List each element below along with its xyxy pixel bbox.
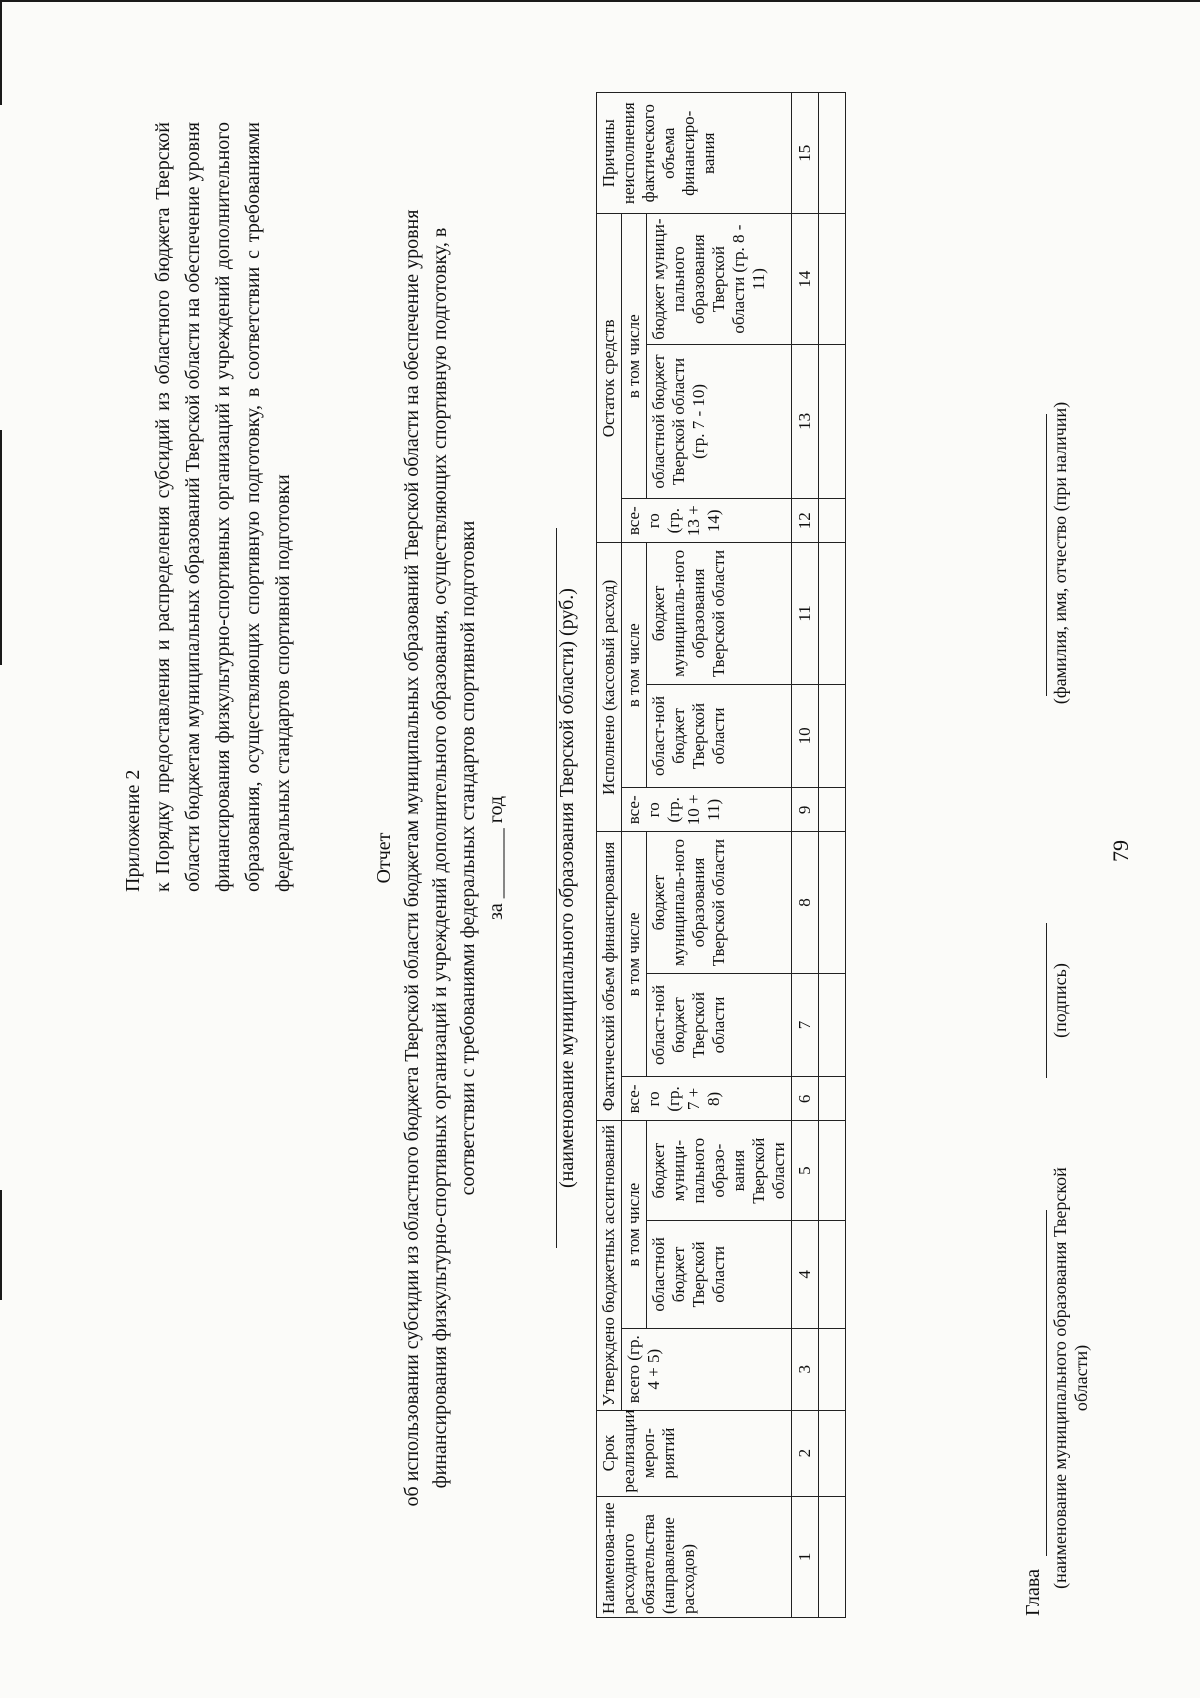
header-col-8: бюджет муниципаль-ного образования Тверской области [647,832,792,973]
header-total-6: все-го (гр. 7 + 8) [622,1077,792,1121]
signature-sign-line [1046,923,1047,1078]
header-remainder: Остаток средств [597,214,622,543]
empty-cell [819,973,846,1077]
empty-cell [819,1410,846,1496]
col-num: 14 [792,214,819,344]
header-incl-remainder: в том числе [622,214,647,499]
report-subtitle: об использовании субсидии из областного бюджета Тверской области бюджетам муниципальных образований Тверской области на обеспечение уровня финансирования физкультурно-спортивных организаций и учреждений дополнительного образования, осуществляющих спортивную подготовку, в соответствии с требованиями федеральных стандартов спортивной подготовки [401,209,479,1507]
report-table [596,92,846,1618]
header-col-5: бюджет муници-пального образо-вания Тверской области [647,1121,792,1220]
col-num: 9 [792,788,819,832]
empty-cell [819,684,846,788]
empty-cell [819,832,846,973]
header-incl-approved: в том числе [622,1121,647,1328]
column-numbers-row [792,93,819,1618]
header-col-11: бюджет муниципаль-ного образования Тверской области [647,543,792,684]
signature-name-line [1046,414,1047,696]
signature-head-label: Глава [1022,1569,1044,1616]
municipality-caption: (наименование муниципального образования Тверской области) (руб.) [556,588,578,1188]
col-num: 10 [792,684,819,788]
col-num: 5 [792,1121,819,1220]
header-approved: Утверждено бюджетных ассигнований [597,1121,622,1410]
signature-name-caption: (фамилия, имя, отчество (при наличии) [1050,401,1070,705]
appendix-title: Приложение 2 [122,769,144,892]
report-title-block [370,188,510,1528]
header-total-9: все-го (гр. 10 + 11) [622,788,792,832]
col-num: 15 [792,93,819,214]
header-col-10: област-ной бюджет Тверской области [647,684,792,788]
header-total-3: всего (гр. 4 + 5) [622,1328,792,1410]
period-blank: _______ [485,828,507,899]
header-col-13: областной бюджет Тверской области (гр. 7 - 10) [647,344,792,498]
col-num: 11 [792,543,819,684]
empty-cell [819,788,846,832]
header-incl-executed: в том числе [622,543,647,788]
header-executed: Исполнено (кассовый расход) [597,543,622,832]
col-num: 1 [792,1496,819,1617]
header-actual: Фактический объем финансирования [597,832,622,1121]
header-term: Срок реализации мероп-риятий [597,1410,792,1496]
empty-cell [819,93,846,214]
header-name: Наименова-ние расходного обязательства (направление расходов) [597,1496,792,1617]
appendix-block [118,122,298,892]
col-num: 13 [792,344,819,498]
empty-cell [819,1077,846,1121]
report-heading: Отчет [373,832,395,884]
col-num: 8 [792,832,819,973]
period-suffix: год [485,795,507,824]
signature-municipality-line [1046,1210,1047,1556]
col-num: 12 [792,499,819,543]
empty-cell [819,1328,846,1410]
header-total-12: все-го (гр. 13 + 14) [622,499,792,543]
report-period [482,188,510,1528]
header-col-4: областной бюджет Тверской области [647,1220,792,1328]
empty-cell [819,344,846,498]
empty-cell [819,499,846,543]
header-col-14: бюджет муници-пального образования Тверской области (гр. 8 - 11) [647,214,792,344]
col-num: 6 [792,1077,819,1121]
col-num: 4 [792,1220,819,1328]
empty-cell [819,543,846,684]
header-col-7: област-ной бюджет Тверской области [647,973,792,1077]
empty-cell [819,1496,846,1617]
appendix-text: к Порядку предоставления и распределения субсидий из областного бюджета Тверской области бюджетам муниципальных образований Тверской области на обеспечение уровня финансирования физкультурно-спортивных организаций и учреждений дополнительного образования, осуществляющих спортивную подготовку, в соответствии с требованиями федеральных стандартов спортивной подготовки [152,122,294,892]
empty-cell [819,1121,846,1220]
signature-sign-caption: (подпись) [1050,963,1070,1038]
col-num: 2 [792,1410,819,1496]
col-num: 7 [792,973,819,1077]
col-num: 3 [792,1328,819,1410]
period-prefix: за [485,903,507,921]
empty-cell [819,214,846,344]
empty-data-row [819,93,846,1618]
empty-cell [819,1220,846,1328]
page-number: 79 [1108,840,1133,862]
header-incl-actual: в том числе [622,832,647,1077]
signature-municipality-caption: (наименование муниципального образования Тверской области) [1050,1167,1091,1589]
header-reasons: Причины неисполнения фактического объема финансиро-вания [597,93,792,214]
